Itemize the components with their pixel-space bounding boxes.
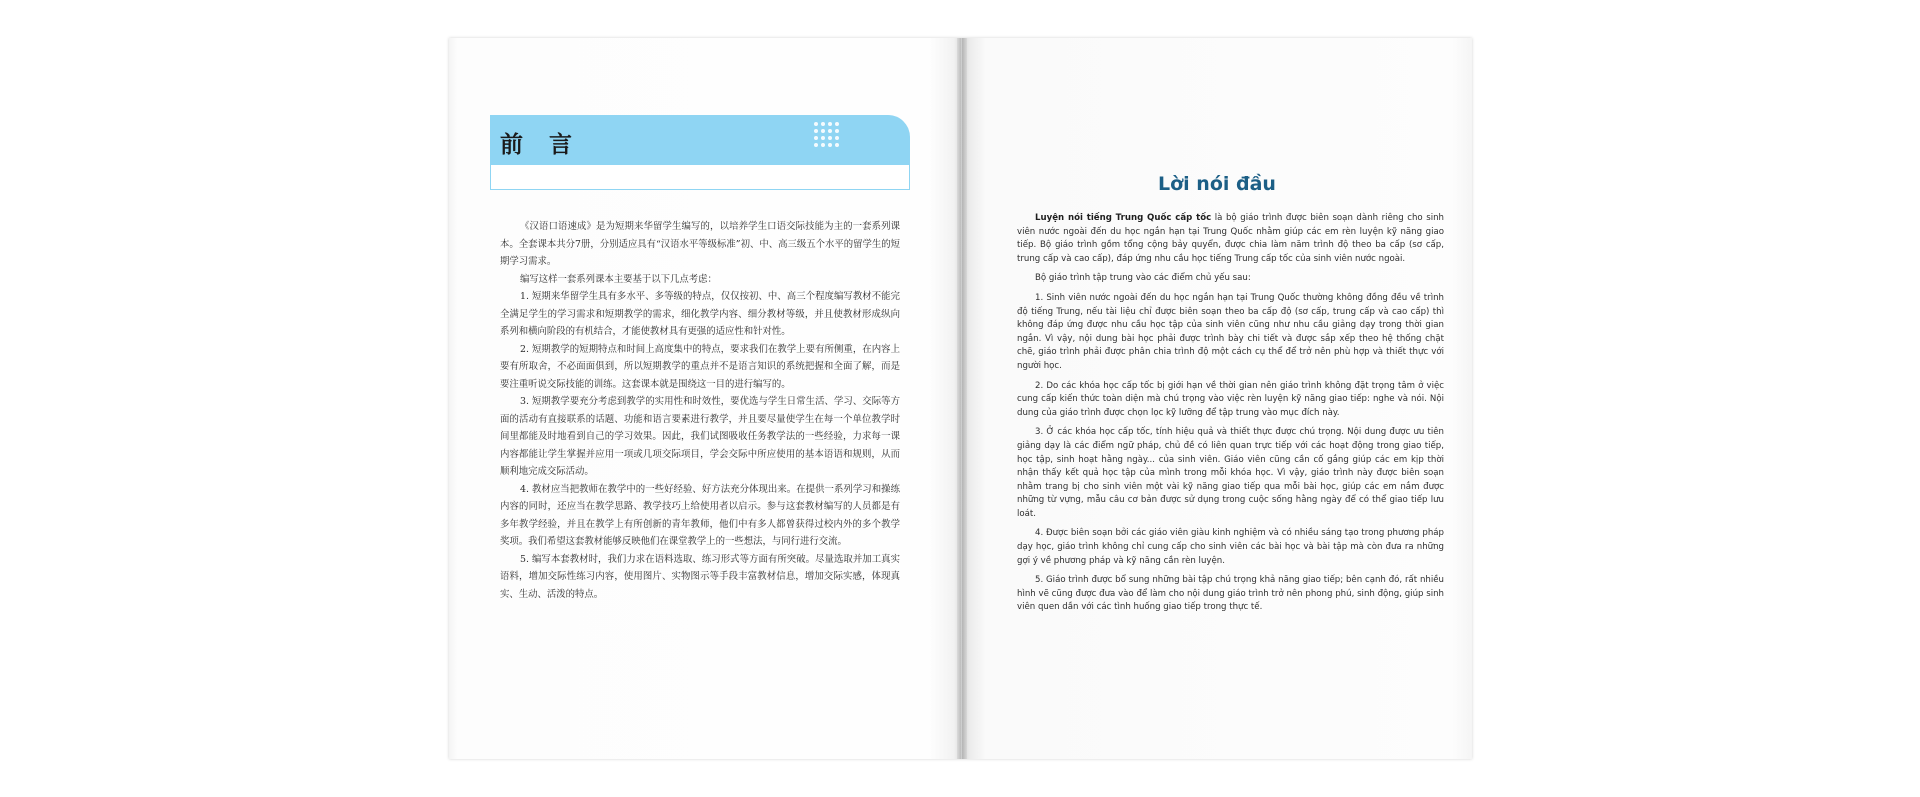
paragraph: 4. 教材应当把教师在教学中的一些好经验、好方法充分体现出来。在提供一系列学习和操练内容的同时，还应当在教学思路、教学技巧上给使用者以启示。参与这套教材编写的人员都是有多年教学经验，并且在教学上有所创新的青年教师，他们中有多人都曾获得过校内外的多个教学奖项。我们希望这套教材能够反映他们在课堂教学上的一些想法，与同行进行交流。 [500, 483, 900, 547]
paragraph: 编写这样一套系列课本主要基于以下几点考虑： [520, 273, 717, 285]
paragraph: 2. 短期教学的短期特点和时间上高度集中的特点，要求我们在教学上要有所侧重，在内容上要有所取舍，不必面面俱到，所以短期教学的重点并不是语言知识的系统把握和全面了解，而是要注重听说交际技能的训练。这套课本就是围绕这一目的进行编写的。 [500, 343, 900, 390]
vietnamese-preface-body [1017, 212, 1444, 621]
paragraph: 3. Ở các khóa học cấp tốc, tính hiệu quả và thiết thực được chú trọng. Nội dung được ưu tiên giảng dạy là các điểm ngữ pháp, chủ đề có liên quan trực tiếp với các hoạt động trong giao tiếp, học tập, sinh hoạt hằng ngày... của sinh viên. Giáo viên cũng cần cố gắng giúp các em kịp thời nhận thấy kết quả học tập của mình trong mỗi khóa học. Vì vậy, giáo trình này được biên soạn nhằm trang bị cho sinh viên một vài kỹ năng giao tiếp qua mỗi bài học, giúp các em nắm được những từ vựng, mẫu câu cơ bản được sử dụng trong cuộc sống hằng ngày để có thể giao tiếp lưu loát. [1017, 427, 1444, 519]
paragraph: 《汉语口语速成》是为短期来华留学生编写的，以培养学生口语交际技能为主的一套系列课本。全套课本共分7册，分别适应具有“汉语水平等级标准”初、中、高三级五个水平的留学生的短期学习需求。 [500, 221, 900, 267]
left-page [449, 38, 961, 759]
book-name: Luyện nói tiếng Trung Quốc cấp tốc [1035, 213, 1212, 223]
right-page [962, 38, 1472, 759]
page-title-vietnamese: Lời nói đầu [1158, 173, 1276, 195]
page-title-chinese: 前 言 [500, 131, 582, 158]
paragraph: 5. 编写本套教材时，我们力求在语料选取、练习形式等方面有所突破。尽量选取并加工真实语料，增加交际性练习内容，使用图片、实物图示等手段丰富教材信息，增加交际实感，体现真实、生动、活泼的特点。 [500, 553, 900, 600]
title-banner-underline [490, 165, 910, 190]
paragraph: 2. Do các khóa học cấp tốc bị giới hạn về thời gian nên giáo trình không đặt trọng tâm ở việc cung cấp kiến thức toàn diện mà chú trọng vào việc rèn luyện kỹ năng giao tiếp: nghe và nói. Nội dung của giáo trình được chọn lọc kỹ lưỡng để tập trung vào mục đích này. [1017, 380, 1444, 418]
paragraph: 4. Được biên soạn bởi các giáo viên giàu kinh nghiệm và có nhiều sáng tạo trong phương pháp dạy học, giáo trình không chỉ cung cấp cho sinh viên các bài học và bài tập mà còn đưa ra những gợi ý về phương pháp và kỹ năng cần rèn luyện. [1017, 528, 1444, 566]
intro-text: là bộ giáo trình được biên soạn dành riêng cho sinh viên nước ngoài đến du học ngắn hạn tại Trung Quốc nhằm giúp các em rèn luyện kỹ năng giao tiếp. Bộ giáo trình gồm tổng cộng bảy quyển, được chia làm năm trình độ theo ba cấp (sơ cấp, trung cấp và cao cấp), đáp ứng nhu cầu học tiếng Trung cấp tốc của sinh viên nước ngoài. [1017, 213, 1444, 264]
intro-paragraph [1017, 212, 1444, 266]
open-book [449, 38, 1472, 759]
paragraph: Bộ giáo trình tập trung vào các điểm chủ yếu sau: [1035, 273, 1251, 284]
dot-pattern-icon [814, 122, 846, 152]
book-spine [957, 38, 967, 759]
paragraph: 3. 短期教学要充分考虑到教学的实用性和时效性，要优选与学生日常生活、学习、交际等方面的活动有直接联系的话题、功能和语言要素进行教学，并且要尽量使学生在每一个单位教学时间里都能及时地看到自己的学习效果。因此，我们试图吸收任务教学法的一些经验，力求每一课内容都能让学生掌握并应用一项或几项交际项目，学会交际中所应使用的基本语语和规则，从而顺利地完成交际活动。 [500, 396, 900, 477]
paragraph: 5. Giáo trình được bổ sung những bài tập chú trọng khả năng giao tiếp; bên cạnh đó, rất nhiều hình vẽ cũng được đưa vào để làm cho nội dung giáo trình trở nên phong phú, sinh động, giúp sinh viên quen dần với các tình huống giao tiếp trong thực tế. [1017, 575, 1444, 613]
paragraph: 1. Sinh viên nước ngoài đến du học ngắn hạn tại Trung Quốc thường không đồng đều về trình độ tiếng Trung, nếu tài liệu chỉ được biên soạn theo ba cấp độ (sơ cấp, trung cấp và cao cấp) thì không đáp ứng được nhu cầu học tập của sinh viên cũng như nhu cầu giảng dạy trong thời gian ngắn. Vì vậy, nội dung bài học phải được trình bày chi tiết và được sắp xếp theo hệ thống chặt chẽ, giáo trình phải được phân chia trình độ một cách cụ thể để trở nên phù hợp và thiết thực với người học. [1017, 292, 1444, 371]
chinese-preface-body [500, 218, 900, 603]
paragraph: 1. 短期来华留学生具有多水平、多等级的特点，仅仅按初、中、高三个程度编写教材不能完全满足学生的学习需求和短期教学的需求，细化教学内容、细分教材等级，并且使教材形成纵向系列和横向阶段的有机结合，才能使教材具有更强的适应性和针对性。 [500, 291, 900, 337]
